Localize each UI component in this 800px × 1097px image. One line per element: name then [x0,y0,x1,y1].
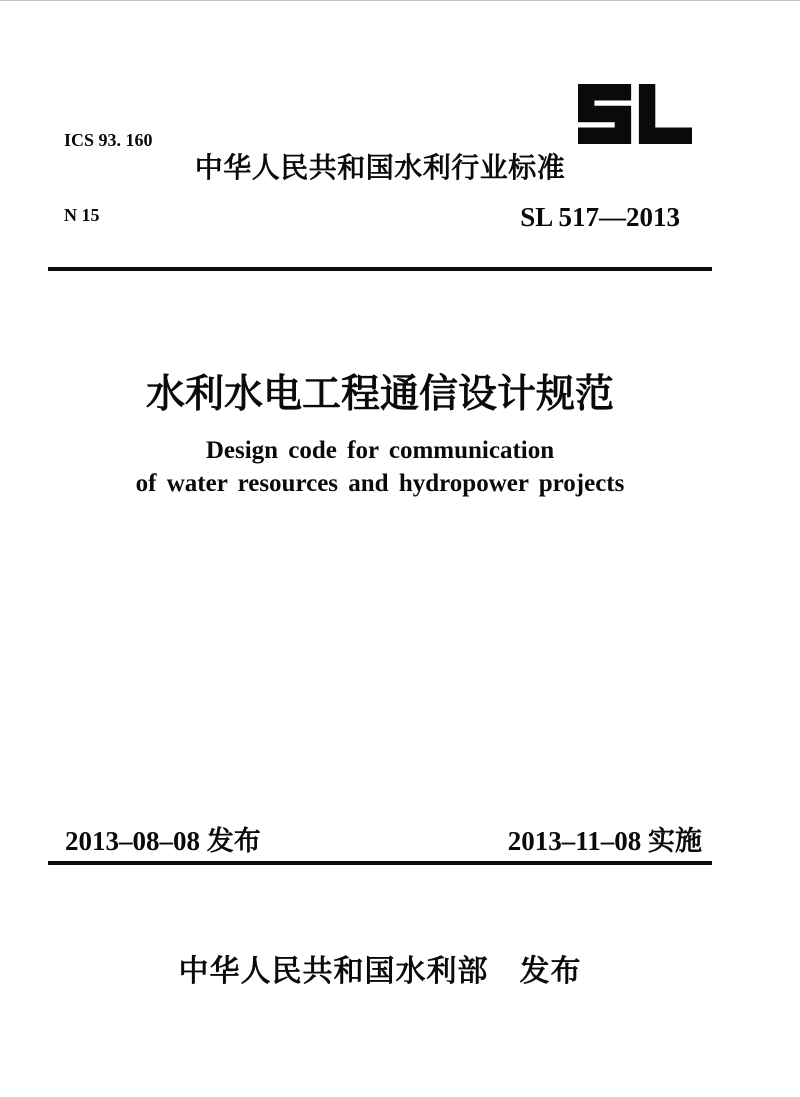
bottom-rule-divider [48,861,712,865]
publisher-line: 中华人民共和国水利部 发布 [178,955,582,988]
scan-edge-artifact [0,0,800,1]
implementation-date: 2013–11–08 实施 [507,826,702,856]
document-title-zh: 水利水电工程通信设计规范 [145,373,614,416]
document-title-en-line2: of water resources and hydropower projects [135,470,625,497]
classification-code: N 15 [64,205,100,225]
document-title-en-line1: Design code for communication [205,437,555,464]
sl-logo [578,83,692,145]
top-rule-divider [48,267,712,271]
dates-row [48,819,712,858]
standard-number: SL 517—2013 [520,202,680,232]
ics-code: ICS 93. 160 [64,130,153,150]
issue-date: 2013–08–08 发布 [65,826,261,856]
document-title-en [48,434,712,500]
sl-logo-icon [578,83,692,145]
standard-type-heading: 中华人民共和国水利行业标准 [194,152,566,183]
